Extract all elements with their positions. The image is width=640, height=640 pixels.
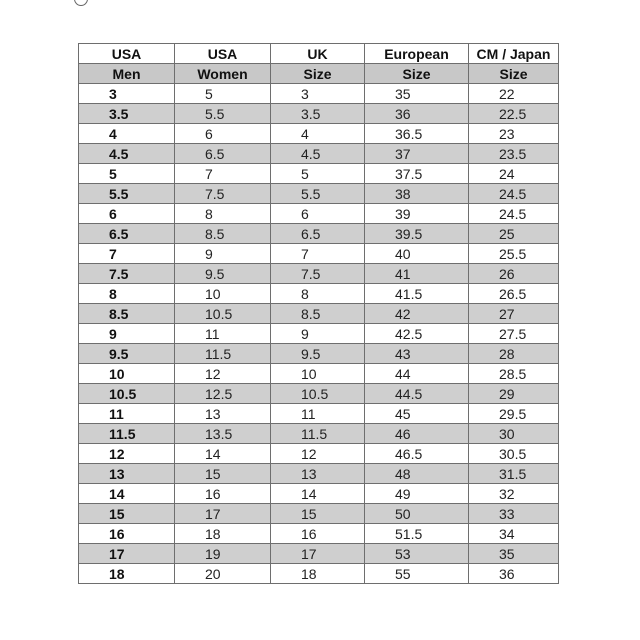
cell-uk: 14 [271,484,365,504]
cell-men: 16 [79,524,175,544]
cell-japan: 30.5 [469,444,559,464]
header-cm-japan-region: CM / Japan [469,44,559,64]
cell-uk: 11.5 [271,424,365,444]
cell-men: 3 [79,84,175,104]
cell-men: 6.5 [79,224,175,244]
table-row [79,444,559,464]
table-row [79,404,559,424]
cell-european: 39 [365,204,469,224]
cell-men: 12 [79,444,175,464]
table-row [79,284,559,304]
cell-women: 18 [175,524,271,544]
cell-european: 55 [365,564,469,584]
table-row [79,564,559,584]
cell-uk: 17 [271,544,365,564]
cell-european: 40 [365,244,469,264]
cell-women: 20 [175,564,271,584]
cell-uk: 7.5 [271,264,365,284]
table-row [79,324,559,344]
header-usa-men-region: USA [79,44,175,64]
cell-women: 10.5 [175,304,271,324]
size-conversion-table [78,43,559,584]
cell-men: 18 [79,564,175,584]
header-japan-size: Size [469,64,559,84]
cell-women: 5 [175,84,271,104]
cell-uk: 18 [271,564,365,584]
cell-european: 37 [365,144,469,164]
cell-men: 3.5 [79,104,175,124]
header-usa-women-region: USA [175,44,271,64]
cell-women: 7 [175,164,271,184]
cell-japan: 30 [469,424,559,444]
cell-men: 4 [79,124,175,144]
cell-uk: 16 [271,524,365,544]
cell-women: 7.5 [175,184,271,204]
table-row [79,484,559,504]
cell-women: 9.5 [175,264,271,284]
cell-women: 8 [175,204,271,224]
table-row [79,464,559,484]
cell-women: 12.5 [175,384,271,404]
cell-japan: 26.5 [469,284,559,304]
cell-japan: 23.5 [469,144,559,164]
cell-uk: 3 [271,84,365,104]
cell-men: 8 [79,284,175,304]
cell-european: 36.5 [365,124,469,144]
cell-japan: 25.5 [469,244,559,264]
cell-european: 46 [365,424,469,444]
cell-japan: 32 [469,484,559,504]
cell-men: 10 [79,364,175,384]
cell-uk: 13 [271,464,365,484]
cell-japan: 27 [469,304,559,324]
table-row [79,384,559,404]
cell-women: 13 [175,404,271,424]
table-row [79,424,559,444]
cell-japan: 35 [469,544,559,564]
cell-european: 39.5 [365,224,469,244]
cell-uk: 12 [271,444,365,464]
table-row [79,544,559,564]
header-uk-region: UK [271,44,365,64]
cell-uk: 11 [271,404,365,424]
cell-women: 14 [175,444,271,464]
cell-men: 9 [79,324,175,344]
table-row [79,244,559,264]
cell-uk: 8 [271,284,365,304]
table-row [79,84,559,104]
cell-japan: 24.5 [469,204,559,224]
cell-uk: 9 [271,324,365,344]
cell-japan: 29.5 [469,404,559,424]
cell-men: 5.5 [79,184,175,204]
cell-uk: 6.5 [271,224,365,244]
cell-uk: 4.5 [271,144,365,164]
cell-men: 15 [79,504,175,524]
cell-european: 41 [365,264,469,284]
cell-women: 15 [175,464,271,484]
table-row [79,524,559,544]
cell-european: 43 [365,344,469,364]
cell-men: 14 [79,484,175,504]
cell-men: 4.5 [79,144,175,164]
cell-women: 11.5 [175,344,271,364]
cell-women: 6.5 [175,144,271,164]
cell-men: 10.5 [79,384,175,404]
cell-japan: 27.5 [469,324,559,344]
table-row [79,504,559,524]
cell-uk: 10 [271,364,365,384]
header-row-region [79,44,559,64]
table-row [79,124,559,144]
cell-european: 48 [365,464,469,484]
cell-uk: 9.5 [271,344,365,364]
cell-uk: 15 [271,504,365,524]
cell-japan: 25 [469,224,559,244]
cell-japan: 22 [469,84,559,104]
table-body [79,84,559,584]
cell-uk: 5.5 [271,184,365,204]
cell-women: 16 [175,484,271,504]
table-row [79,204,559,224]
cell-european: 38 [365,184,469,204]
table-row [79,184,559,204]
cell-uk: 3.5 [271,104,365,124]
cell-men: 9.5 [79,344,175,364]
cell-japan: 23 [469,124,559,144]
table-row [79,364,559,384]
cell-uk: 5 [271,164,365,184]
table-row [79,144,559,164]
table-row [79,104,559,124]
cell-uk: 4 [271,124,365,144]
header-uk-size: Size [271,64,365,84]
cell-european: 37.5 [365,164,469,184]
cell-women: 13.5 [175,424,271,444]
cell-women: 19 [175,544,271,564]
cell-european: 41.5 [365,284,469,304]
cell-men: 17 [79,544,175,564]
cell-men: 8.5 [79,304,175,324]
cell-european: 42.5 [365,324,469,344]
cell-european: 46.5 [365,444,469,464]
cell-women: 6 [175,124,271,144]
cell-women: 10 [175,284,271,304]
cell-uk: 8.5 [271,304,365,324]
cell-women: 11 [175,324,271,344]
cell-women: 9 [175,244,271,264]
table-row [79,164,559,184]
cell-men: 11.5 [79,424,175,444]
cell-women: 12 [175,364,271,384]
header-european-size: Size [365,64,469,84]
cell-japan: 22.5 [469,104,559,124]
cell-japan: 34 [469,524,559,544]
cell-japan: 24 [469,164,559,184]
cell-european: 42 [365,304,469,324]
cell-japan: 24.5 [469,184,559,204]
cell-men: 6 [79,204,175,224]
cell-uk: 7 [271,244,365,264]
cell-women: 17 [175,504,271,524]
table-row [79,224,559,244]
cell-japan: 28 [469,344,559,364]
cell-men: 5 [79,164,175,184]
header-row-unit [79,64,559,84]
header-men: Men [79,64,175,84]
cell-men: 11 [79,404,175,424]
cell-men: 7.5 [79,264,175,284]
header-european-region: European [365,44,469,64]
cell-european: 51.5 [365,524,469,544]
cell-men: 13 [79,464,175,484]
cell-japan: 26 [469,264,559,284]
table-row [79,264,559,284]
cell-european: 44 [365,364,469,384]
cell-uk: 6 [271,204,365,224]
circle-icon [74,0,88,6]
cell-european: 45 [365,404,469,424]
cell-european: 50 [365,504,469,524]
cell-women: 8.5 [175,224,271,244]
table-row [79,344,559,364]
cell-women: 5.5 [175,104,271,124]
table-row [79,304,559,324]
cell-uk: 10.5 [271,384,365,404]
header-women: Women [175,64,271,84]
cell-european: 36 [365,104,469,124]
cell-japan: 31.5 [469,464,559,484]
cell-european: 49 [365,484,469,504]
table-header [79,44,559,84]
cell-european: 53 [365,544,469,564]
cell-japan: 36 [469,564,559,584]
cell-japan: 33 [469,504,559,524]
cell-japan: 28.5 [469,364,559,384]
cell-european: 35 [365,84,469,104]
cell-european: 44.5 [365,384,469,404]
cell-men: 7 [79,244,175,264]
cell-japan: 29 [469,384,559,404]
